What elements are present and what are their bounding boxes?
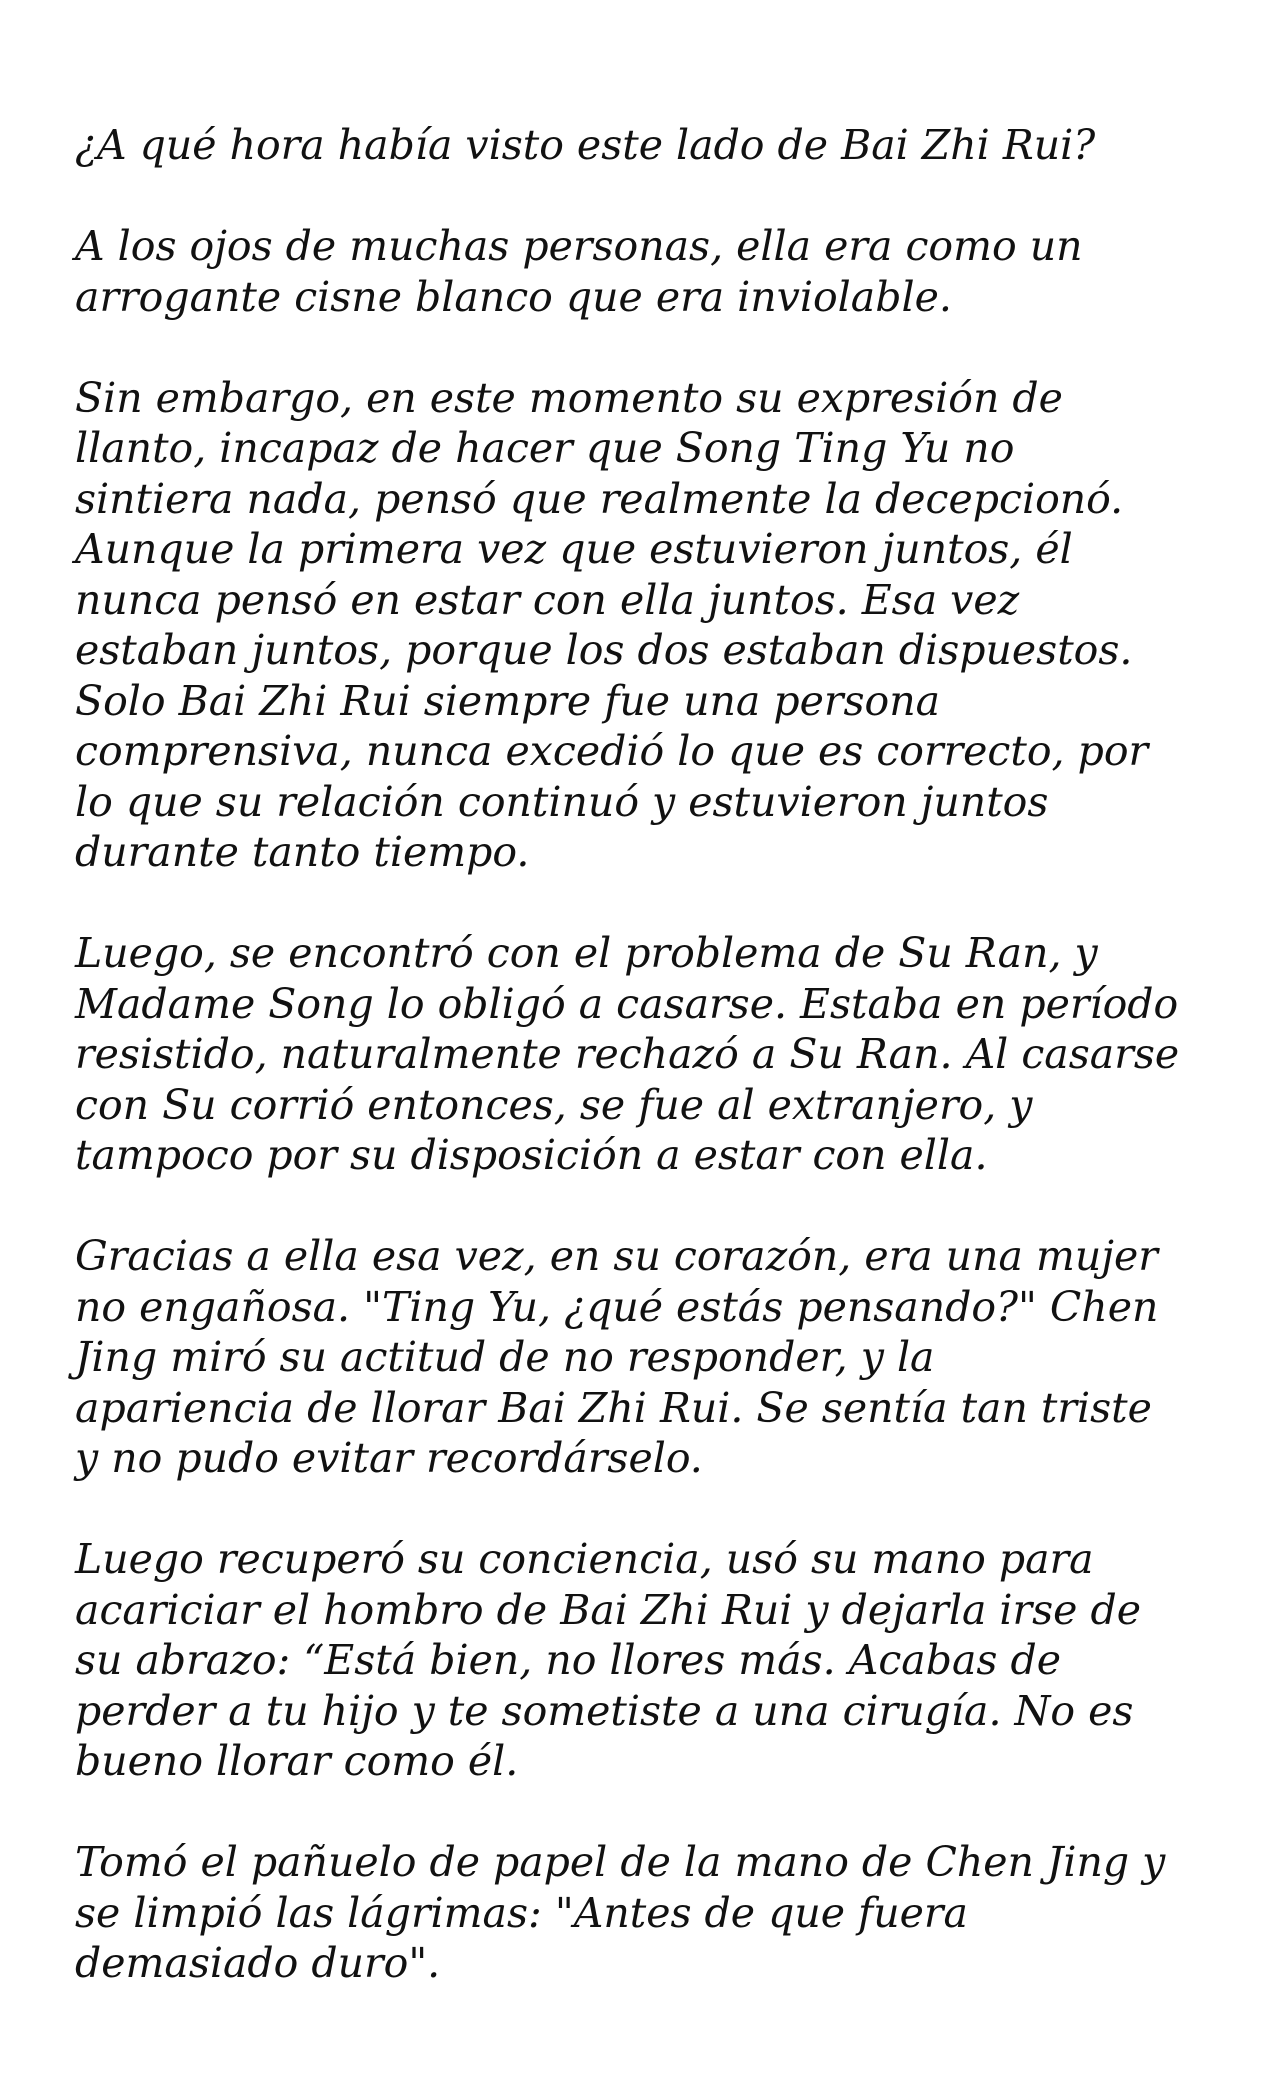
document-body: [75, 120, 1225, 2039]
paragraph-3: Sin embargo, en este momento su expresión de llanto, incapaz de hacer que Song Ting Yu no sintiera nada, pensó que realmente la decepcionó. Aunque la primera vez que estuvieron juntos, él nunca pensó en estar con ella juntos. Esa vez estaban juntos, porque los dos estaban dispuestos. Solo Bai Zhi Rui siempre fue una persona comprensiva, nunca excedió lo que es correcto, por lo que su relación continuó y estuvieron juntos durante tanto tiempo.: [75, 373, 1149, 876]
paragraph-7: Tomó el pañuelo de papel de la mano de Chen Jing y se limpió las lágrimas: "Antes de que fuera demasiado duro".: [75, 1838, 1166, 1987]
paragraph-4: Luego, se encontró con el problema de Su Ran, y Madame Song lo obligó a casarse. Estaba en período resistido, naturalmente rechazó a Su Ran. Al casarse con Su corrió entonces, se fue al extranjero, y tampoco por su disposición a estar con ella.: [75, 929, 1180, 1179]
paragraph-2: A los ojos de muchas personas, ella era como un arrogante cisne blanco que era inviolable.: [75, 222, 1083, 321]
paragraph-6: Luego recuperó su conciencia, usó su mano para acariciar el hombro de Bai Zhi Rui y dejarla irse de su abrazo: “Está bien, no llores más. Acabas de perder a tu hijo y te sometiste a una cirugía. No es bueno llorar como él.: [75, 1535, 1141, 1785]
paragraph-5: Gracias a ella esa vez, en su corazón, era una mujer no engañosa. "Ting Yu, ¿qué estás pensando?" Chen Jing miró su actitud de no responder, y la apariencia de llorar Bai Zhi Rui. Se sentía tan triste y no pudo evitar recordárselo.: [75, 1232, 1159, 1482]
paragraph-1: ¿A qué hora había visto este lado de Bai Zhi Rui?: [75, 121, 1096, 169]
